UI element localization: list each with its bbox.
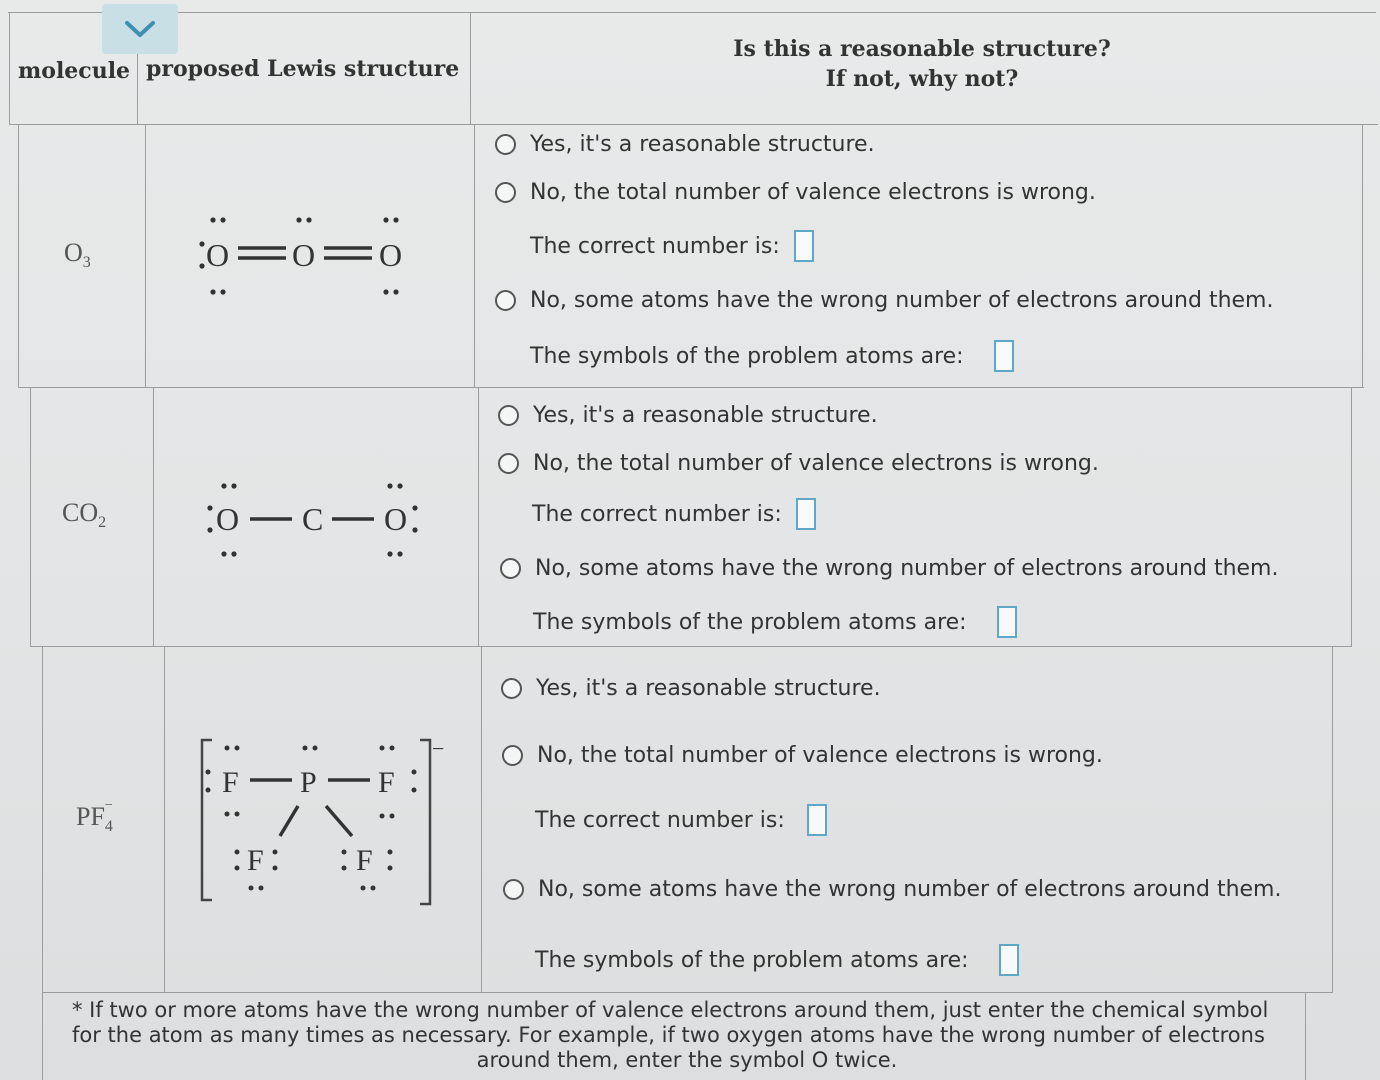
option-label: No, some atoms have the wrong number of electrons around them.	[535, 556, 1279, 581]
option-wrong-total-row1[interactable]	[495, 180, 1096, 205]
co2-atom-3: O	[384, 501, 408, 537]
option-label: No, some atoms have the wrong number of electrons around them.	[530, 288, 1274, 313]
footnote	[72, 998, 1302, 1073]
option-label: No, the total number of valence electrons is wrong.	[533, 451, 1099, 476]
col-border-left-r1	[18, 124, 19, 388]
co2-atom-2: C	[302, 501, 324, 537]
col-border-structure-r3	[481, 646, 482, 993]
col-border-structure-r2	[478, 387, 479, 647]
problem-atoms-prompt-row3	[535, 944, 1019, 976]
prompt-label: The symbols of the problem atoms are:	[535, 947, 969, 973]
molecule-formula-co2	[62, 498, 106, 532]
option-label: Yes, it's a reasonable structure.	[536, 676, 881, 701]
formula-charge: −	[104, 798, 113, 814]
col-border-left-r3	[42, 646, 43, 1080]
col-border-left-r2	[30, 387, 31, 647]
correct-number-input-row1[interactable]	[794, 230, 814, 262]
prompt-label: The correct number is:	[530, 233, 780, 259]
header-molecule: molecule	[18, 58, 131, 84]
pf4-p-center: P	[300, 766, 317, 799]
col-border-right-r3	[1332, 646, 1333, 993]
prompt-label: The correct number is:	[532, 501, 782, 527]
correct-number-prompt-row1	[530, 230, 814, 262]
radio-wrong-atoms-row2[interactable]	[500, 558, 521, 579]
pf4-f-bottom-right: F	[356, 844, 373, 877]
lewis-structure-o3	[196, 200, 416, 314]
col-border-molecule-r1	[145, 124, 146, 388]
option-label: Yes, it's a reasonable structure.	[533, 403, 878, 428]
option-yes-row2[interactable]	[498, 403, 878, 428]
option-wrong-total-row2[interactable]	[498, 451, 1099, 476]
correct-number-prompt-row2	[532, 498, 816, 530]
option-label: No, the total number of valence electrons is wrong.	[530, 180, 1096, 205]
option-wrong-atoms-row2[interactable]	[500, 556, 1278, 581]
prompt-label: The symbols of the problem atoms are:	[530, 343, 964, 369]
correct-number-prompt-row3	[535, 804, 827, 836]
o3-atom-1: O	[206, 237, 230, 273]
formula-base: CO	[62, 498, 99, 527]
option-label: Yes, it's a reasonable structure.	[530, 132, 875, 157]
radio-yes-row2[interactable]	[498, 405, 519, 426]
col-border-structure-r1	[474, 124, 475, 388]
formula-subscript: 3	[82, 254, 91, 272]
problem-atoms-prompt-row1	[530, 340, 1014, 372]
option-label: No, the total number of valence electrons is wrong.	[537, 743, 1103, 768]
col-border-structure	[470, 12, 471, 125]
radio-wrong-total-row2[interactable]	[498, 453, 519, 474]
option-wrong-atoms-row1[interactable]	[495, 288, 1273, 313]
problem-atoms-input-row1[interactable]	[994, 340, 1014, 372]
formula-base: O	[64, 238, 83, 267]
pf4-charge: −	[432, 736, 445, 761]
o3-atom-3: O	[379, 237, 403, 273]
col-border-right-r2	[1351, 387, 1352, 647]
problem-atoms-input-row2[interactable]	[997, 606, 1017, 638]
footnote-line-1: * If two or more atoms have the wrong number of valence electrons around them, just enter the chemical symbol	[72, 998, 1269, 1022]
option-wrong-atoms-row3[interactable]	[503, 877, 1281, 902]
molecule-formula-o3	[64, 238, 91, 272]
prompt-label: The correct number is:	[535, 807, 785, 833]
header-bottom-border	[10, 124, 1378, 125]
header-question-line1: Is this a reasonable structure?	[733, 36, 1111, 62]
radio-wrong-total-row3[interactable]	[502, 745, 523, 766]
radio-yes-row3[interactable]	[501, 678, 522, 699]
option-yes-row1[interactable]	[495, 132, 875, 157]
option-wrong-total-row3[interactable]	[502, 743, 1103, 768]
pf4-f-left: F	[222, 766, 239, 799]
header-proposed-structure: proposed Lewis structure	[146, 56, 460, 82]
row2-bottom-border	[30, 646, 1352, 647]
correct-number-input-row3[interactable]	[807, 804, 827, 836]
o3-atom-2: O	[292, 237, 316, 273]
table-top-border	[8, 12, 1376, 13]
collapse-button[interactable]	[102, 4, 178, 54]
formula-base: PF	[76, 802, 105, 831]
col-border-molecule-r2	[153, 387, 154, 647]
pf4-f-right: F	[378, 766, 395, 799]
col-border-right-r1	[1362, 124, 1363, 388]
col-border-right-r4	[1305, 992, 1306, 1080]
option-yes-row3[interactable]	[501, 676, 881, 701]
chevron-down-icon	[124, 20, 156, 40]
option-label: No, some atoms have the wrong number of electrons around them.	[538, 877, 1282, 902]
problem-atoms-input-row3[interactable]	[999, 944, 1019, 976]
radio-yes-row1[interactable]	[495, 134, 516, 155]
co2-atom-1: O	[216, 501, 240, 537]
prompt-label: The symbols of the problem atoms are:	[533, 609, 967, 635]
col-border-molecule-r3	[164, 646, 165, 993]
footnote-line-3: around them, enter the symbol O twice.	[476, 1048, 898, 1072]
col-border-left	[9, 12, 10, 125]
radio-wrong-atoms-row1[interactable]	[495, 290, 516, 311]
molecule-formula-pf4	[76, 798, 121, 836]
header-question-line2: If not, why not?	[825, 66, 1019, 92]
formula-subscript: 4	[104, 818, 113, 836]
lewis-structure-pf4	[192, 728, 462, 917]
footnote-line-2: for the atom as many times as necessary. For example, if two oxygen atoms have the wrong number of electrons	[72, 1023, 1265, 1047]
row1-bottom-border	[18, 387, 1364, 388]
header-question	[700, 34, 1144, 94]
radio-wrong-atoms-row3[interactable]	[503, 879, 524, 900]
radio-wrong-total-row1[interactable]	[495, 182, 516, 203]
correct-number-input-row2[interactable]	[796, 498, 816, 530]
formula-subscript: 2	[98, 514, 107, 532]
pf4-f-bottom-left: F	[247, 844, 264, 877]
row3-bottom-border	[42, 992, 1332, 993]
lewis-structure-co2	[204, 470, 424, 574]
problem-atoms-prompt-row2	[533, 606, 1017, 638]
